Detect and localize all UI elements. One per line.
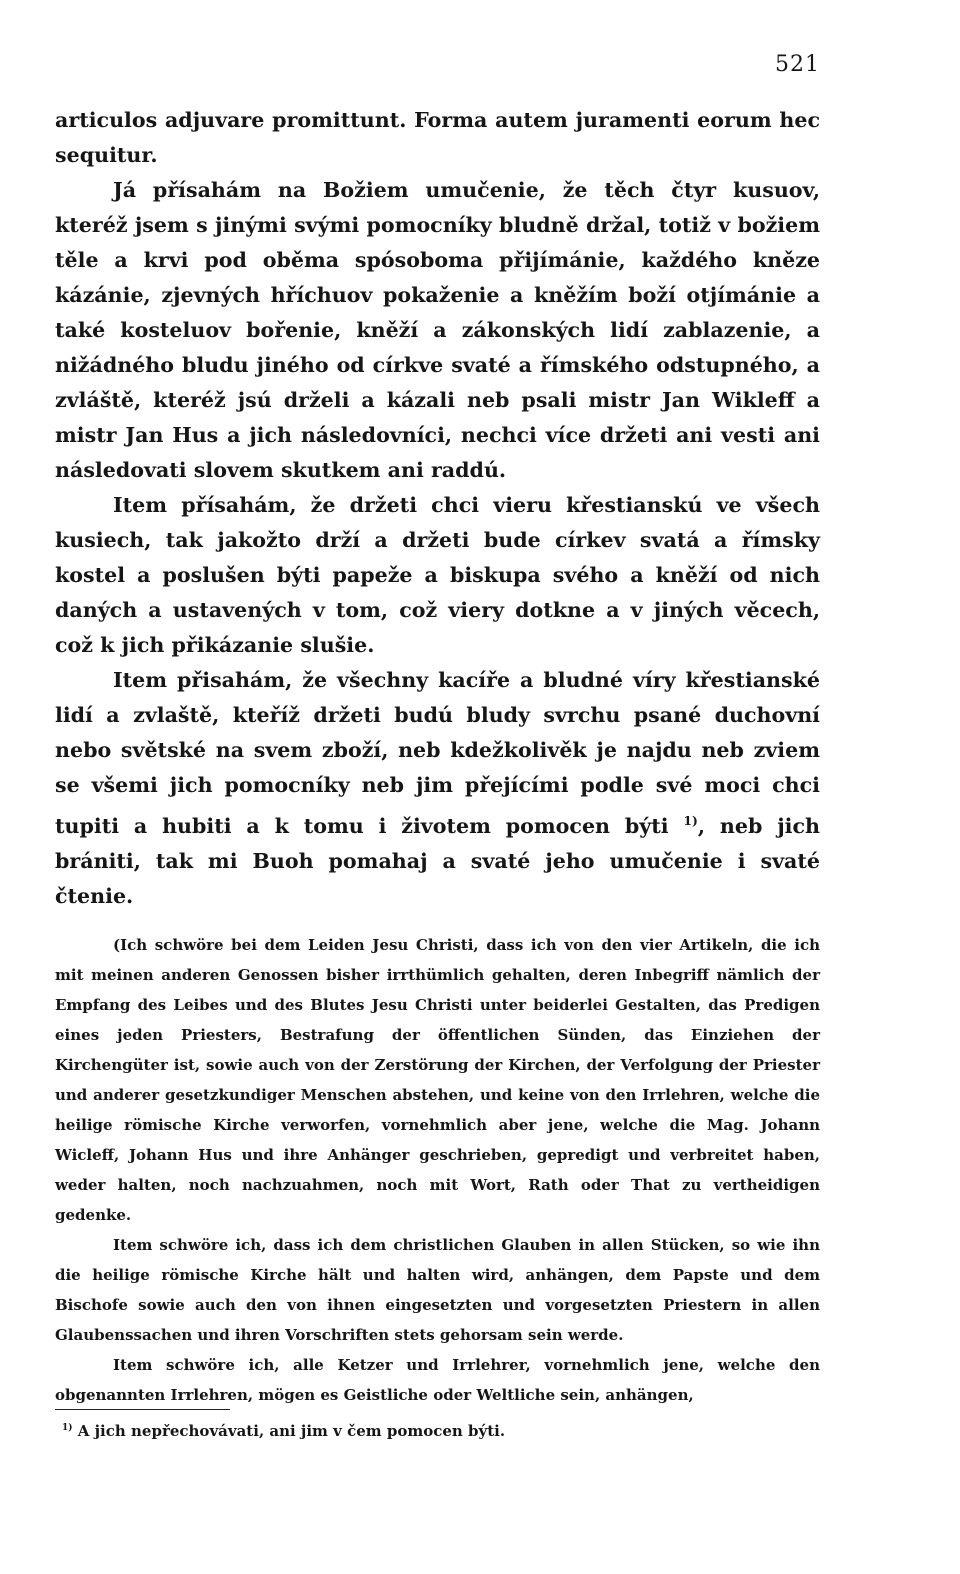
paragraph: Item přísahám, že držeti chci vieru křestianskú ve všech kusiech, tak jakožto drží a držeti bude církev svatá a římsky kostel a poslušen býti papeže a biskupa svého a kněží od nich daných a ustavených v tom, což viery dotkne a v jiných věcech, což k jich přikázanie slušie.	[55, 493, 820, 657]
paragraph: Já přísahám na Božiem umučenie, že těch čtyr kusuov, kteréž jsem s jinými svými pomocníky bludně držal, totiž v božiem těle a krvi pod oběma spósoboma přijímánie, každého kněze kázánie, zjevných hříchuov pokaženie a kněžím boží otjímánie a také kosteluov bořenie, kněží a zákonských lidí zablazenie, a nižádného bludu jiného od církve svaté a římského odstupného, a zvláště, kteréž jsú drželi a kázali neb psali mistr Jan Wikleff a mistr Jan Hus a jich následovníci, nechci více držeti ani vesti ani následovati slovem skutkem ani raddú.	[55, 178, 820, 482]
paragraph-text: Item přisahám, že všechny kacíře a bludné víry křestianské lidí a zvlaště, kteříž držeti budú bludy svrchu psané duchovní nebo světské na svem zboží, neb kdežkolivěk je najdu neb zviem se všemi jich pomocníky neb jim přejícími podle své moci chci tupiti a hubiti a k tomu i životem pomocen býti	[55, 668, 820, 838]
page-body	[55, 103, 820, 1410]
footnote-reference: 1)	[683, 813, 698, 828]
footnote	[62, 1422, 762, 1440]
page-number: 521	[775, 52, 820, 77]
paragraph: Item schwöre ich, alle Ketzer und Irrlehrer, vornehmlich jene, welche den obgenannten Irrlehren, mögen es Geistliche oder Weltliche sein, anhängen,	[55, 1355, 820, 1404]
footnote-marker: 1)	[62, 1423, 73, 1433]
german-translation	[55, 930, 820, 1410]
footnote-divider	[55, 1409, 230, 1410]
footnote-text: A jich nepřechovávati, ani jim v čem pomocen býti.	[77, 1422, 506, 1440]
paragraph: (Ich schwöre bei dem Leiden Jesu Christi, dass ich von den vier Artikeln, die ich mit meinen anderen Genossen bisher irrthümlich gehalten, deren Inbegriff nämlich der Empfang des Leibes und des Blutes Jesu Christi unter beiderlei Gestalten, das Predigen eines jeden Priesters, Bestrafung der öffentlichen Sünden, das Einziehen der Kirchengüter ist, sowie auch von der Zerstörung der Kirchen, der Verfolgung der Priester und anderer gesetzkundiger Menschen abstehen, und keine von den Irrlehren, welche die heilige römische Kirche verworfen, vornehmlich aber jene, welche die Mag. Johann Wicleff, Johann Hus und ihre Anhänger geschrieben, gepredigt und verbreitet haben, weder halten, noch nachzuahmen, noch mit Wort, Rath oder That zu vertheidigen gedenke.	[55, 935, 820, 1224]
paragraph: Item schwöre ich, dass ich dem christlichen Glauben in allen Stücken, so wie ihn die heilige römische Kirche hält und halten wird, anhängen, dem Papste und dem Bischofe sowie auch den von ihnen eingesetzten und vorgesetzten Priestern in allen Glaubenssachen und ihren Vorschriften stets gehorsam sein werde.	[55, 1235, 820, 1344]
czech-text	[55, 103, 820, 914]
paragraph-text: , neb jich brániti, tak mi Buoh pomahaj a svaté jeho umučenie i svaté čtenie.	[55, 813, 820, 908]
paragraph: articulos adjuvare promittunt. Forma autem juramenti eorum hec sequitur.	[55, 108, 820, 167]
paragraph	[55, 663, 820, 914]
